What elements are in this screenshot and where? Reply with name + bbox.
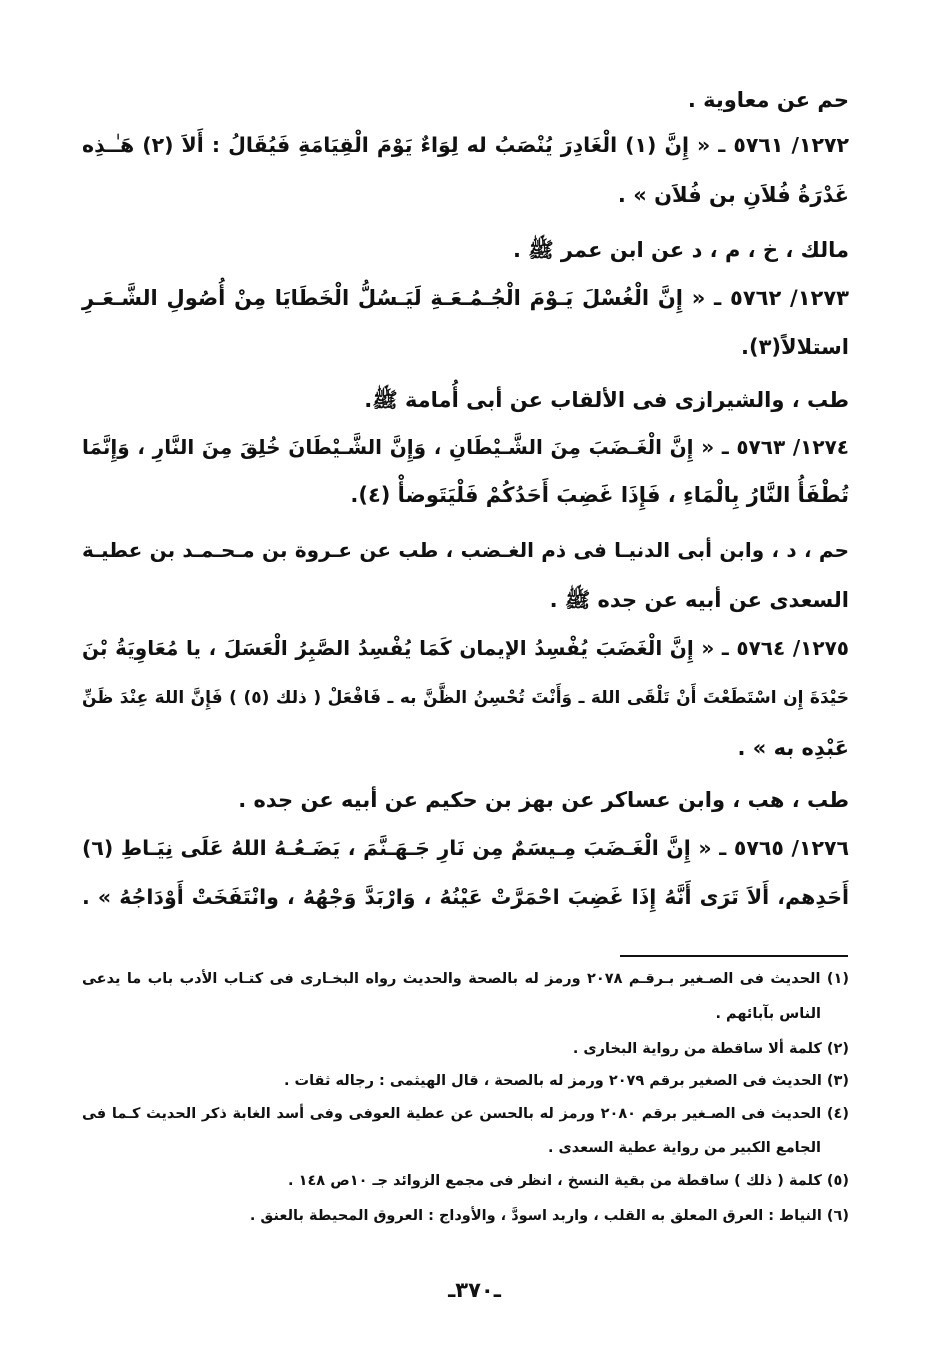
hadith-1272-line-1: ١٢٧٢/ ٥٧٦١ ـ « إِنَّ (١) الْغَادِرَ يُنْصَبُ له لِوَاءٌ يَوْمَ الْقِيَامَةِ فَيُقَالُ : أَلاَ (٢) هَـٰـذِه xyxy=(82,133,849,157)
footnote-4-line-1: (٤) الحديث فى الصـغير برقم ٢٠٨٠ ورمز له بالحسن عن عطية العوفى وفى أسد الغابة ذكر الحديث كـما فى xyxy=(82,1106,849,1122)
footnote-6: (٦) النياط : العرق المعلق به القلب ، واربد اسودَّ ، والأوداج : العروق المحيطة بالعنق . xyxy=(249,1208,849,1224)
body-line-1: حم عن معاوية . xyxy=(687,88,849,112)
hadith-1274-source-1: حم ، د ، وابن أبى الدنيـا فى ذم الغـضب ، طب عن عـروة بن مـحـمـد بن عطيـة xyxy=(82,538,849,562)
hadith-1272-line-2: غَدْرَةُ فُلاَنِ بن فُلاَن » . xyxy=(617,183,849,207)
hadith-1274-line-1: ١٢٧٤/ ٥٧٦٣ ـ « إِنَّ الْغَـضَبَ مِنَ الشَّـيْطَانِ ، وَإِنَّ الشَّـيْطَانَ خُلِقَ مِنَ النَّارِ ، وَإِنَّمَا xyxy=(82,435,849,459)
hadith-1275-source: طب ، هب ، وابن عساكر عن بهز بن حكيم عن أبيه عن جده . xyxy=(238,788,849,812)
footnote-4-line-2: الجامع الكبير من رواية عطية السعدى . xyxy=(547,1140,821,1156)
hadith-1275-line-3: عَبْدِه به » . xyxy=(737,736,849,760)
footnote-separator xyxy=(620,955,848,957)
hadith-1273-line-1: ١٢٧٣/ ٥٧٦٢ ـ « إِنَّ الْغُسْلَ يَـوْمَ الْجُـمُـعَـةِ لَيَـسُلُّ الْخَطَايَا مِنْ أُصُولِ الشَّـعَـرِ xyxy=(82,286,850,310)
hadith-1276-line-1: ١٢٧٦/ ٥٧٦٥ ـ « إِنَّ الْغَـضَبَ مِـيسَمٌ مِن نَارِ جَـهَـنَّمَ ، يَضَـعُـهُ اللهُ عَلَى نِيَـاطِ (٦) xyxy=(82,836,850,860)
footnote-2: (٢) كلمة ألا ساقطة من رواية البخارى . xyxy=(572,1041,849,1057)
hadith-1275-line-1: ١٢٧٥/ ٥٧٦٤ ـ « إِنَّ الْغَضَبَ يُفْسِدُ الإيمان كَمَا يُفْسِدُ الصَّبِرُ الْعَسَلَ ، يا مُعَاوِيَةُ بْنَ xyxy=(82,636,849,660)
hadith-1273-line-2: استلالاً(٣). xyxy=(740,335,849,359)
footnote-1-line-1: (١) الحديث فى الصـغير بـرقـم ٢٠٧٨ ورمز له بالصحة والحديث رواه البخـارى فى كتـاب الأدب باب ما يدعى xyxy=(82,971,850,987)
hadith-1273-source: طب ، والشيرازى فى الألقاب عن أبى أُمامة ﷺ. xyxy=(364,388,849,412)
hadith-1276-line-2: أَحَدِهم، أَلاَ تَرَى أَنَّهُ إِذَا غَضِبَ احْمَرَّتْ عَيْنُهُ ، وَارْبَدَّ وَجْهُهُ ، وانْتَفَخَتْ أَوْدَاجُهُ » . xyxy=(82,885,849,909)
hadith-1275-line-2: حَيْدَةَ إِن اسْتَطَعْتَ أَنْ تَلْقَى اللهَ ـ وَأَنْتَ تُحْسِنُ الظَّنَّ به ـ فَافْعَلْ ( ذلك (٥) ) فَإِنَّ اللهَ عِنْدَ ظَنِّ xyxy=(82,688,849,708)
footnote-3: (٣) الحديث فى الصغير برقم ٢٠٧٩ ورمز له بالصحة ، قال الهيثمى : رجاله ثقات . xyxy=(283,1073,849,1089)
hadith-1272-source: مالك ، خ ، م ، د عن ابن عمر ﷺ . xyxy=(512,238,849,262)
hadith-1274-line-2: تُطْفَأُ النَّارُ بِالْمَاءِ ، فَإِذَا غَضِبَ أَحَدُكُمْ فَلْيَتَوضأْ (٤). xyxy=(350,483,849,507)
footnote-1-line-2: الناس بآبائهم . xyxy=(715,1006,821,1022)
footnote-5: (٥) كلمة ( ذلك ) ساقطة من بقية النسخ ، انظر فى مجمع الزوائد جـ ١٠ص ١٤٨ . xyxy=(288,1173,849,1189)
hadith-1274-source-2: السعدى عن أبيه عن جده ﷺ . xyxy=(549,588,849,612)
page-number: ـ٣٧٠ـ xyxy=(448,1278,501,1302)
